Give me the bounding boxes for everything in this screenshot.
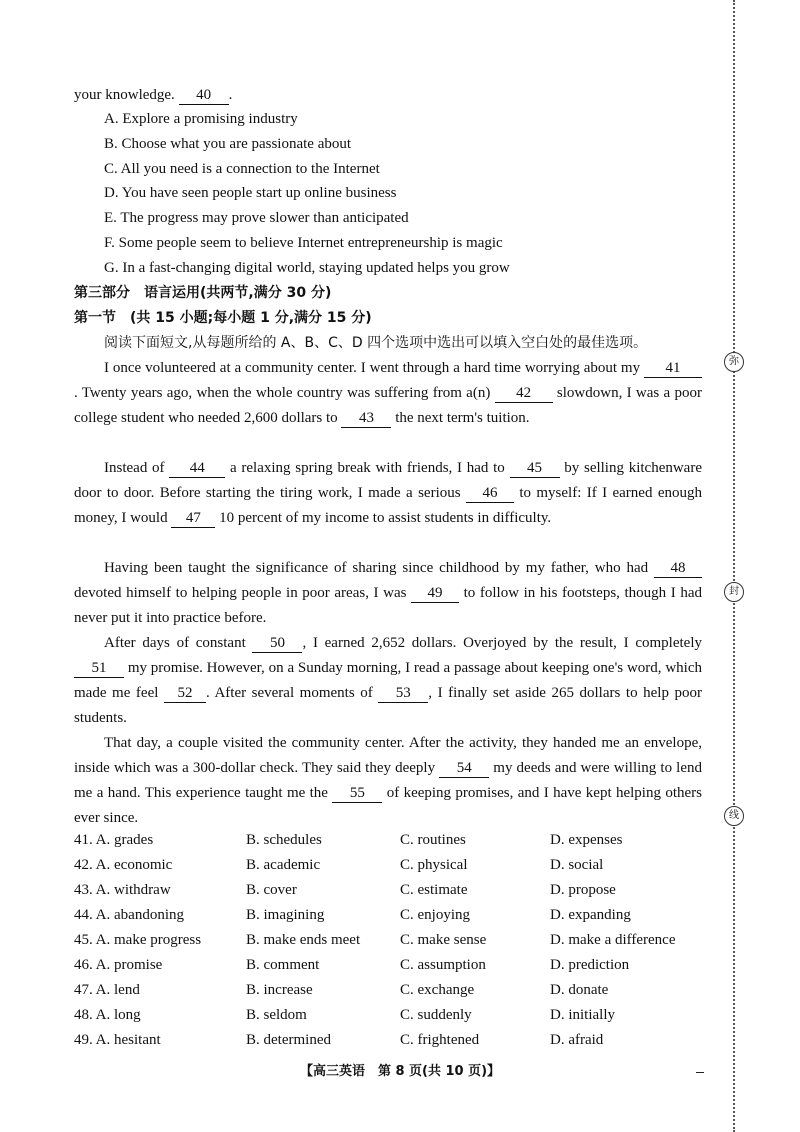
option-7-d: D. You have seen people start up online business bbox=[104, 185, 397, 201]
q42-option-a[interactable]: 42. A. economic bbox=[74, 857, 173, 873]
passage-paragraph-5 bbox=[74, 731, 702, 831]
q43-option-a[interactable]: 43. A. withdraw bbox=[74, 882, 171, 898]
q45-option-a[interactable]: 45. A. make progress bbox=[74, 932, 202, 948]
blank-52: 52 bbox=[164, 684, 206, 703]
q49-option-b[interactable]: B. determined bbox=[246, 1032, 331, 1048]
blank-55: 55 bbox=[332, 784, 382, 803]
q46-option-d[interactable]: D. prediction bbox=[550, 957, 630, 973]
p3-text-2: devoted himself to helping people in poor areas, I was bbox=[74, 585, 412, 601]
q45-option-b[interactable]: B. make ends meet bbox=[246, 932, 361, 948]
blank-49: 49 bbox=[411, 584, 459, 603]
passage-paragraph-1 bbox=[74, 356, 702, 431]
question-46 bbox=[74, 957, 714, 981]
passage-paragraph-4 bbox=[74, 631, 702, 731]
question-47 bbox=[74, 982, 714, 1006]
blank-51: 51 bbox=[74, 659, 124, 678]
part3-heading: 第三部分 语言运用(共两节,满分 30 分) bbox=[74, 285, 332, 301]
option-7-c: C. All you need is a connection to the Internet bbox=[104, 161, 380, 177]
q46-option-b[interactable]: B. comment bbox=[246, 957, 320, 973]
q48-option-a[interactable]: 48. A. long bbox=[74, 1007, 141, 1023]
p1-text-3: slowdown, I was a poor college student who needed 2,600 dollars to bbox=[74, 385, 702, 426]
blank-46: 46 bbox=[466, 484, 514, 503]
option-7-g: G. In a fast-changing digital world, staying updated helps you grow bbox=[104, 260, 510, 276]
q44-option-a[interactable]: 44. A. abandoning bbox=[74, 907, 184, 923]
p2-text-2: a relaxing spring break with friends, I had to bbox=[225, 460, 510, 476]
blank-50: 50 bbox=[252, 634, 302, 653]
passage-paragraph-3 bbox=[74, 556, 702, 631]
p2-text-5: 10 percent of my income to assist students in difficulty. bbox=[215, 510, 552, 526]
q41-option-d[interactable]: D. expenses bbox=[550, 832, 623, 848]
corner-dash bbox=[696, 1072, 704, 1073]
section1-heading: 第一节 (共 15 小题;每小题 1 分,满分 15 分) bbox=[74, 310, 372, 326]
blank-43: 43 bbox=[341, 409, 391, 428]
question-44 bbox=[74, 907, 714, 931]
q48-option-c[interactable]: C. suddenly bbox=[400, 1007, 472, 1023]
passage-paragraph-2 bbox=[74, 456, 702, 531]
p2-text-3: by selling kitchenware door to door. Before starting the tiring work, I made a serious bbox=[74, 460, 702, 501]
top-line bbox=[74, 85, 232, 105]
q46-option-c[interactable]: C. assumption bbox=[400, 957, 486, 973]
q45-option-d[interactable]: D. make a difference bbox=[550, 932, 676, 948]
p2-text-4: to myself: If I earned enough money, I would bbox=[74, 485, 702, 526]
q48-option-b[interactable]: B. seldom bbox=[246, 1007, 307, 1023]
blank-47: 47 bbox=[171, 509, 215, 528]
q49-option-a[interactable]: 49. A. hesitant bbox=[74, 1032, 161, 1048]
question-41 bbox=[74, 832, 714, 856]
p5-text-1: That day, a couple visited the community center. After the activity, they handed me an envelope, inside which was a 300-dollar check. They said they deeply bbox=[74, 735, 702, 776]
question-42 bbox=[74, 857, 714, 881]
p1-text-1: I once volunteered at a community center. I went through a hard time worrying about my bbox=[104, 360, 644, 376]
option-7-a: A. Explore a promising industry bbox=[104, 111, 298, 127]
q46-option-a[interactable]: 46. A. promise bbox=[74, 957, 163, 973]
instruction: 阅读下面短文,从每题所给的 A、B、C、D 四个选项中选出可以填入空白处的最佳选项。 bbox=[104, 335, 648, 351]
blank-42: 42 bbox=[495, 384, 553, 403]
binding-line bbox=[733, 0, 735, 1132]
blank-41: 41 bbox=[644, 359, 702, 378]
p4-text-1: After days of constant bbox=[104, 635, 253, 651]
question-43 bbox=[74, 882, 714, 906]
blank-44: 44 bbox=[169, 459, 225, 478]
p3-text-3: to follow in his footsteps, though I had never put it into practice before. bbox=[74, 585, 702, 626]
p4-text-3: my promise. However, on a Sunday morning, I read a passage about keeping one's word, which made me feel bbox=[74, 660, 702, 701]
page-footer: 【高三英语 第 8 页(共 10 页)】 bbox=[299, 1064, 501, 1079]
p1-text-4: the next term's tuition. bbox=[391, 410, 530, 426]
blank-54: 54 bbox=[439, 759, 489, 778]
p5-text-2: my deeds and were willing to lend me a hand. This experience taught me the bbox=[74, 760, 702, 801]
q44-option-b[interactable]: B. imagining bbox=[246, 907, 325, 923]
p4-text-5: , I finally set aside 265 dollars to help poor students. bbox=[74, 685, 702, 726]
q42-option-c[interactable]: C. physical bbox=[400, 857, 468, 873]
seal-mi: 弥 bbox=[724, 352, 744, 372]
seal-xian: 线 bbox=[724, 806, 744, 826]
question-48 bbox=[74, 1007, 714, 1031]
q47-option-d[interactable]: D. donate bbox=[550, 982, 609, 998]
q44-option-d[interactable]: D. expanding bbox=[550, 907, 631, 923]
blank-48: 48 bbox=[654, 559, 702, 578]
q48-option-d[interactable]: D. initially bbox=[550, 1007, 615, 1023]
q49-option-d[interactable]: D. afraid bbox=[550, 1032, 604, 1048]
q42-option-d[interactable]: D. social bbox=[550, 857, 604, 873]
q49-option-c[interactable]: C. frightened bbox=[400, 1032, 480, 1048]
p4-text-4: . After several moments of bbox=[205, 685, 379, 701]
q43-option-b[interactable]: B. cover bbox=[246, 882, 297, 898]
p2-text-1: Instead of bbox=[104, 460, 170, 476]
q47-option-b[interactable]: B. increase bbox=[246, 982, 313, 998]
blank-53: 53 bbox=[378, 684, 428, 703]
p5-text-3: of keeping promises, and I have kept helping others ever since. bbox=[74, 785, 702, 826]
p1-text-2: . Twenty years ago, when the whole country was suffering from a(n) bbox=[74, 385, 495, 401]
q42-option-b[interactable]: B. academic bbox=[246, 857, 321, 873]
top-line-text: your knowledge. bbox=[74, 87, 175, 103]
q47-option-a[interactable]: 47. A. lend bbox=[74, 982, 140, 998]
q43-option-c[interactable]: C. estimate bbox=[400, 882, 468, 898]
top-line-suffix: . bbox=[228, 87, 233, 103]
q41-option-b[interactable]: B. schedules bbox=[246, 832, 322, 848]
question-49 bbox=[74, 1032, 714, 1056]
q45-option-c[interactable]: C. make sense bbox=[400, 932, 487, 948]
blank-45: 45 bbox=[510, 459, 560, 478]
blank-40: 40 bbox=[179, 86, 229, 105]
question-45 bbox=[74, 932, 714, 956]
q41-option-c[interactable]: C. routines bbox=[400, 832, 466, 848]
q41-option-a[interactable]: 41. A. grades bbox=[74, 832, 154, 848]
option-7-f: F. Some people seem to believe Internet entrepreneurship is magic bbox=[104, 235, 503, 251]
p4-text-2: , I earned 2,652 dollars. Overjoyed by the result, I completely bbox=[302, 635, 702, 651]
option-7-b: B. Choose what you are passionate about bbox=[104, 136, 352, 152]
q43-option-d[interactable]: D. propose bbox=[550, 882, 616, 898]
seal-feng: 封 bbox=[724, 582, 744, 602]
p3-text-1: Having been taught the significance of sharing since childhood by my father, who had bbox=[104, 560, 654, 576]
option-7-e: E. The progress may prove slower than anticipated bbox=[104, 210, 409, 226]
q47-option-c[interactable]: C. exchange bbox=[400, 982, 475, 998]
q44-option-c[interactable]: C. enjoying bbox=[400, 907, 470, 923]
